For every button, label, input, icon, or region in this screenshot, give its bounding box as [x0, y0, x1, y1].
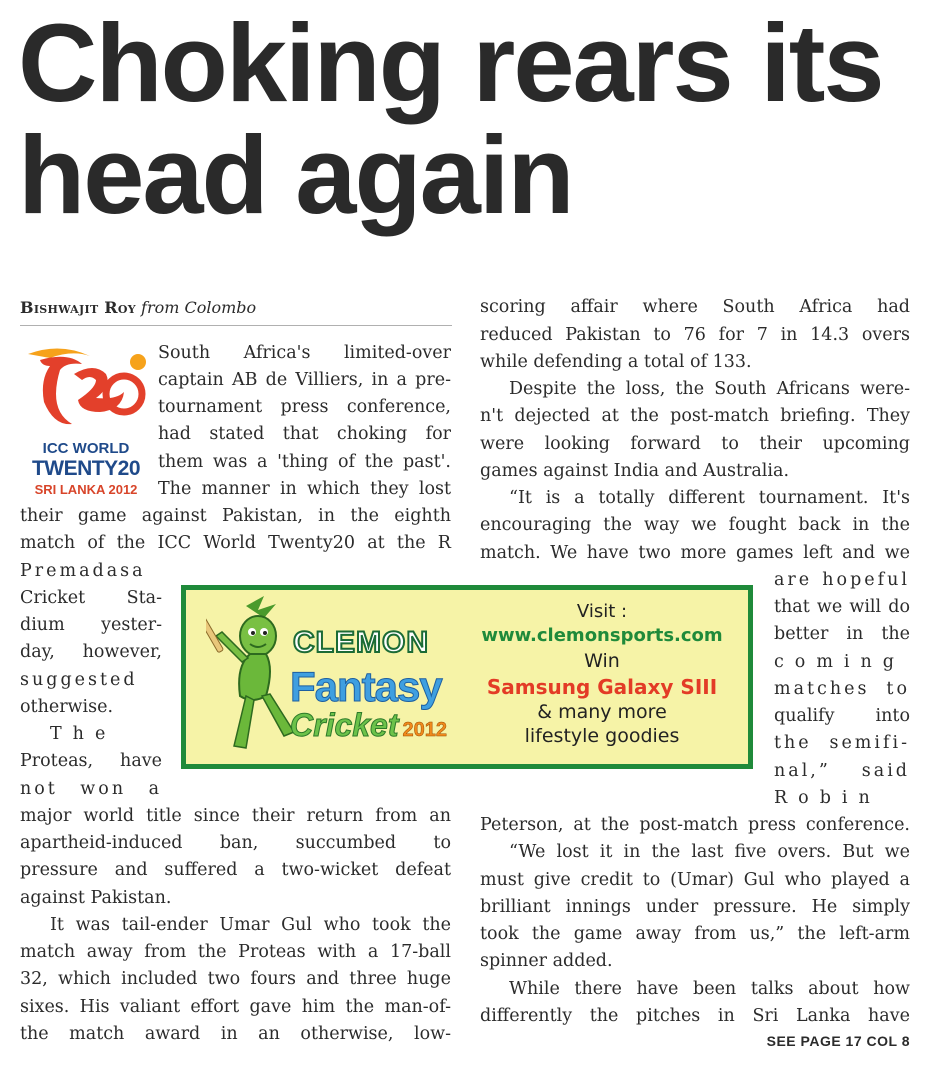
col1-line: not won a	[20, 779, 162, 799]
col2-line: the semifi-	[774, 733, 910, 753]
col1-line: dium yester-	[20, 615, 162, 635]
col2-line: While there have been talks about how	[509, 979, 910, 999]
clemon-fantasy-cricket-ad[interactable]	[181, 585, 753, 769]
col2-line: scoring affair where South Africa had	[480, 297, 910, 317]
col1-line: pressure and suffered a two-wicket defeat	[20, 860, 451, 880]
col2-line: Despite the loss, the South Africans were-	[509, 379, 910, 399]
col1-line: against Pakistan.	[20, 888, 172, 908]
col1-line: suggested	[20, 670, 138, 690]
col1-line: day, however,	[20, 642, 162, 662]
col2-line: took the game away from us,” the left-arm	[480, 924, 910, 944]
logo-line-1: ICC WORLD	[42, 440, 130, 457]
col2-line: n't dejected at the post-match briefing. They	[480, 406, 910, 426]
ad-more-line-1: & many more	[537, 701, 667, 723]
col2-line: brilliant innings under pressure. He simply	[480, 897, 910, 917]
byline	[20, 297, 452, 326]
col2-line: coming	[774, 652, 906, 672]
col2-line: match. We have two more games left and we	[480, 543, 910, 563]
col1-line: otherwise.	[20, 697, 114, 717]
col1-line: match of the ICC World Twenty20 at the R	[20, 533, 451, 553]
col2-line: differently the pitches in Sri Lanka have	[480, 1006, 910, 1026]
col1-line: the match award in an otherwise, low-	[20, 1024, 451, 1044]
col1-line: It was tail-ender Umar Gul who took the	[50, 915, 451, 935]
col2-line: that we will do	[774, 597, 910, 617]
col1-line: The manner in which they lost	[158, 479, 451, 499]
ad-prize: Samsung Galaxy SIII	[486, 675, 718, 699]
ad-year: 2012	[402, 719, 447, 741]
col2-line: “It is a totally different tournament. It's	[509, 488, 910, 508]
col1-line: captain AB de Villiers, in a pre-	[158, 370, 451, 390]
ad-win-label: Win	[584, 650, 620, 672]
ad-url-link[interactable]: www.clemonsports.com	[481, 625, 723, 646]
col1-line: apartheid-induced ban, succumbed to	[20, 833, 451, 853]
ad-product-word: Cricket	[290, 707, 399, 743]
col1-line: Premadasa	[20, 561, 146, 581]
jump-reference: SEE PAGE 17 COL 8	[766, 1033, 910, 1049]
icc-world-twenty20-logo	[20, 340, 152, 500]
col2-line: matches to	[774, 679, 910, 699]
byline-location: from Colombo	[141, 298, 257, 317]
col1-line: had stated that choking for	[158, 424, 451, 444]
col1-line: tournament press conference,	[158, 397, 451, 417]
col1-line: Proteas, have	[20, 751, 162, 771]
logo-line-3: SRI LANKA 2012	[34, 482, 138, 497]
col1-line: 32, which included two fours and three huge	[20, 969, 451, 989]
headline	[18, 2, 918, 237]
col2-line: encouraging the way we fought back in the	[480, 515, 910, 535]
col2-line: better in the	[774, 624, 910, 644]
col2-line: nal,” said	[774, 761, 910, 781]
col1-line: Cricket Sta-	[20, 588, 162, 608]
t20-emblem-icon	[20, 340, 152, 440]
col1-line: major world title since their return from an	[20, 806, 451, 826]
ad-brand: CLEMON	[293, 626, 429, 659]
headline-line-1: Choking rears its	[18, 2, 883, 125]
col2-line: spinner added.	[480, 951, 613, 971]
col1-line: them was a 'thing of the past'.	[158, 452, 451, 472]
ad-info	[468, 600, 736, 748]
col2-line: while defending a total of 133.	[480, 352, 752, 372]
logo-line-2: TWENTY20	[31, 457, 140, 480]
col2-line: Robin	[774, 788, 881, 808]
ad-product-line-2	[290, 707, 447, 744]
ad-visit-label: Visit :	[576, 601, 628, 622]
col1-line: South Africa's limited-over	[158, 343, 451, 363]
col2-line: are hopeful	[774, 570, 910, 590]
col2-line: games against India and Australia.	[480, 461, 790, 481]
headline-line-2: head again	[18, 114, 573, 237]
col2-line: must give credit to (Umar) Gul who played a	[480, 870, 910, 890]
ad-more-line-2: lifestyle goodies	[524, 725, 680, 747]
col2-line: were looking forward to their upcoming	[480, 434, 910, 454]
col2-line: reduced Pakistan to 76 for 7 in 14.3 overs	[480, 325, 910, 345]
ad-product-line-1: Fantasy	[290, 663, 442, 710]
col2-line: Peterson, at the post-match press conference.	[480, 815, 910, 835]
col2-line: qualify into	[774, 706, 910, 726]
col1-line: match away from the Proteas with a 17-ball	[20, 942, 451, 962]
col1-line: sixes. His valiant effort gave him the man-of-	[20, 997, 451, 1017]
col1-line: their game against Pakistan, in the eighth	[20, 506, 451, 526]
byline-author: Bishwajit Roy	[20, 298, 136, 317]
col2-line: “We lost it in the last five overs. But we	[509, 842, 910, 862]
col1-line: The	[50, 724, 117, 744]
